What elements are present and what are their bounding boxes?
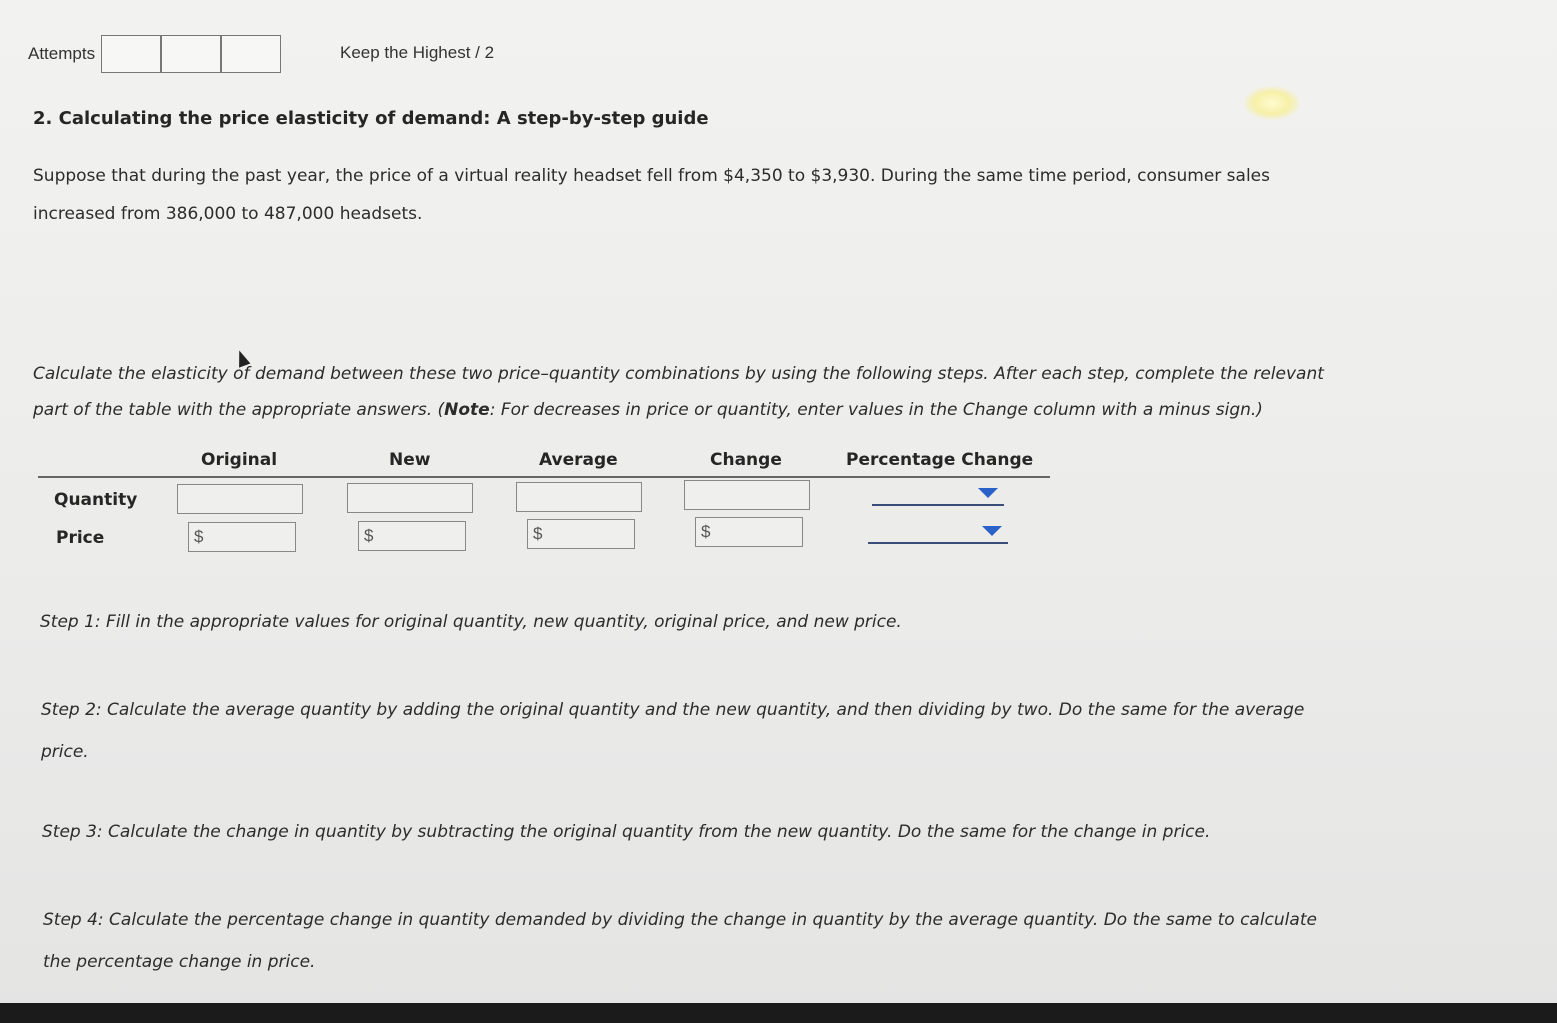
attempt-boxes bbox=[101, 35, 281, 73]
dollar-prefix: $ bbox=[194, 527, 204, 546]
step-4-line-1: Step 4: Calculate the percentage change in quantity demanded by dividing the change in quantity by the average quantity. Do the same to calculate bbox=[43, 910, 1317, 930]
quantity-change-input[interactable] bbox=[684, 480, 810, 510]
dollar-prefix: $ bbox=[701, 522, 711, 541]
header-original: Original bbox=[201, 450, 278, 470]
price-new-input[interactable] bbox=[358, 521, 466, 551]
question-title: 2. Calculating the price elasticity of demand: A step-by-step guide bbox=[33, 108, 709, 129]
instructions-line-2-start: part of the table with the appropriate answers. ( bbox=[33, 400, 445, 420]
header-average: Average bbox=[539, 450, 618, 470]
header-change: Change bbox=[710, 450, 782, 470]
row-label-quantity: Quantity bbox=[54, 490, 138, 510]
attempt-box-1 bbox=[101, 35, 161, 73]
instructions-line-2-end: : For decreases in price or quantity, enter values in the Change column with a minus sign.) bbox=[489, 400, 1263, 420]
chevron-down-icon bbox=[982, 526, 1002, 536]
attempt-box-2 bbox=[161, 35, 221, 73]
price-average-input[interactable] bbox=[527, 519, 635, 549]
quantity-percentage-change-dropdown[interactable] bbox=[872, 482, 1004, 506]
attempts-label: Attempts bbox=[28, 44, 96, 63]
header-percentage-change: Percentage Change bbox=[846, 450, 1034, 470]
elasticity-table bbox=[38, 440, 1052, 560]
note-label: Note bbox=[444, 400, 490, 420]
header-divider bbox=[38, 476, 1050, 478]
step-2-line-2: price. bbox=[41, 742, 89, 762]
step-2-line-1: Step 2: Calculate the average quantity by adding the original quantity and the new quantity, and then dividing by two. Do the same for the average bbox=[41, 700, 1305, 720]
dollar-prefix: $ bbox=[533, 524, 543, 543]
attempts-row bbox=[28, 34, 281, 74]
price-change-input[interactable] bbox=[695, 517, 803, 547]
step-3: Step 3: Calculate the change in quantity by subtracting the original quantity from the new quantity. Do the same for the change in price. bbox=[42, 822, 1211, 842]
row-label-price: Price bbox=[56, 528, 105, 548]
instructions-line-2 bbox=[33, 392, 1263, 428]
quantity-new-input[interactable] bbox=[347, 483, 473, 513]
step-4-line-2: the percentage change in price. bbox=[43, 952, 316, 972]
chevron-down-icon bbox=[978, 488, 998, 498]
quantity-original-input[interactable] bbox=[177, 484, 303, 514]
price-original-input[interactable] bbox=[188, 522, 296, 552]
dollar-prefix: $ bbox=[364, 526, 374, 545]
instructions-line-1: Calculate the elasticity of demand between these two price–quantity combinations by using the following steps. After each step, complete the relevant bbox=[33, 364, 1324, 384]
screen-glare bbox=[1244, 86, 1300, 120]
attempt-box-3 bbox=[221, 35, 281, 73]
screen-bezel bbox=[0, 1003, 1557, 1023]
intro-line-1: Suppose that during the past year, the price of a virtual reality headset fell from $4,350 to $3,930. During the same time period, consumer sales bbox=[33, 166, 1270, 186]
intro-line-2: increased from 386,000 to 487,000 headsets. bbox=[33, 204, 423, 224]
header-new: New bbox=[389, 450, 431, 470]
quantity-average-input[interactable] bbox=[516, 482, 642, 512]
keep-highest-label: Keep the Highest / 2 bbox=[340, 43, 495, 62]
step-1: Step 1: Fill in the appropriate values for original quantity, new quantity, original price, and new price. bbox=[40, 612, 902, 632]
price-percentage-change-dropdown[interactable] bbox=[868, 520, 1008, 544]
